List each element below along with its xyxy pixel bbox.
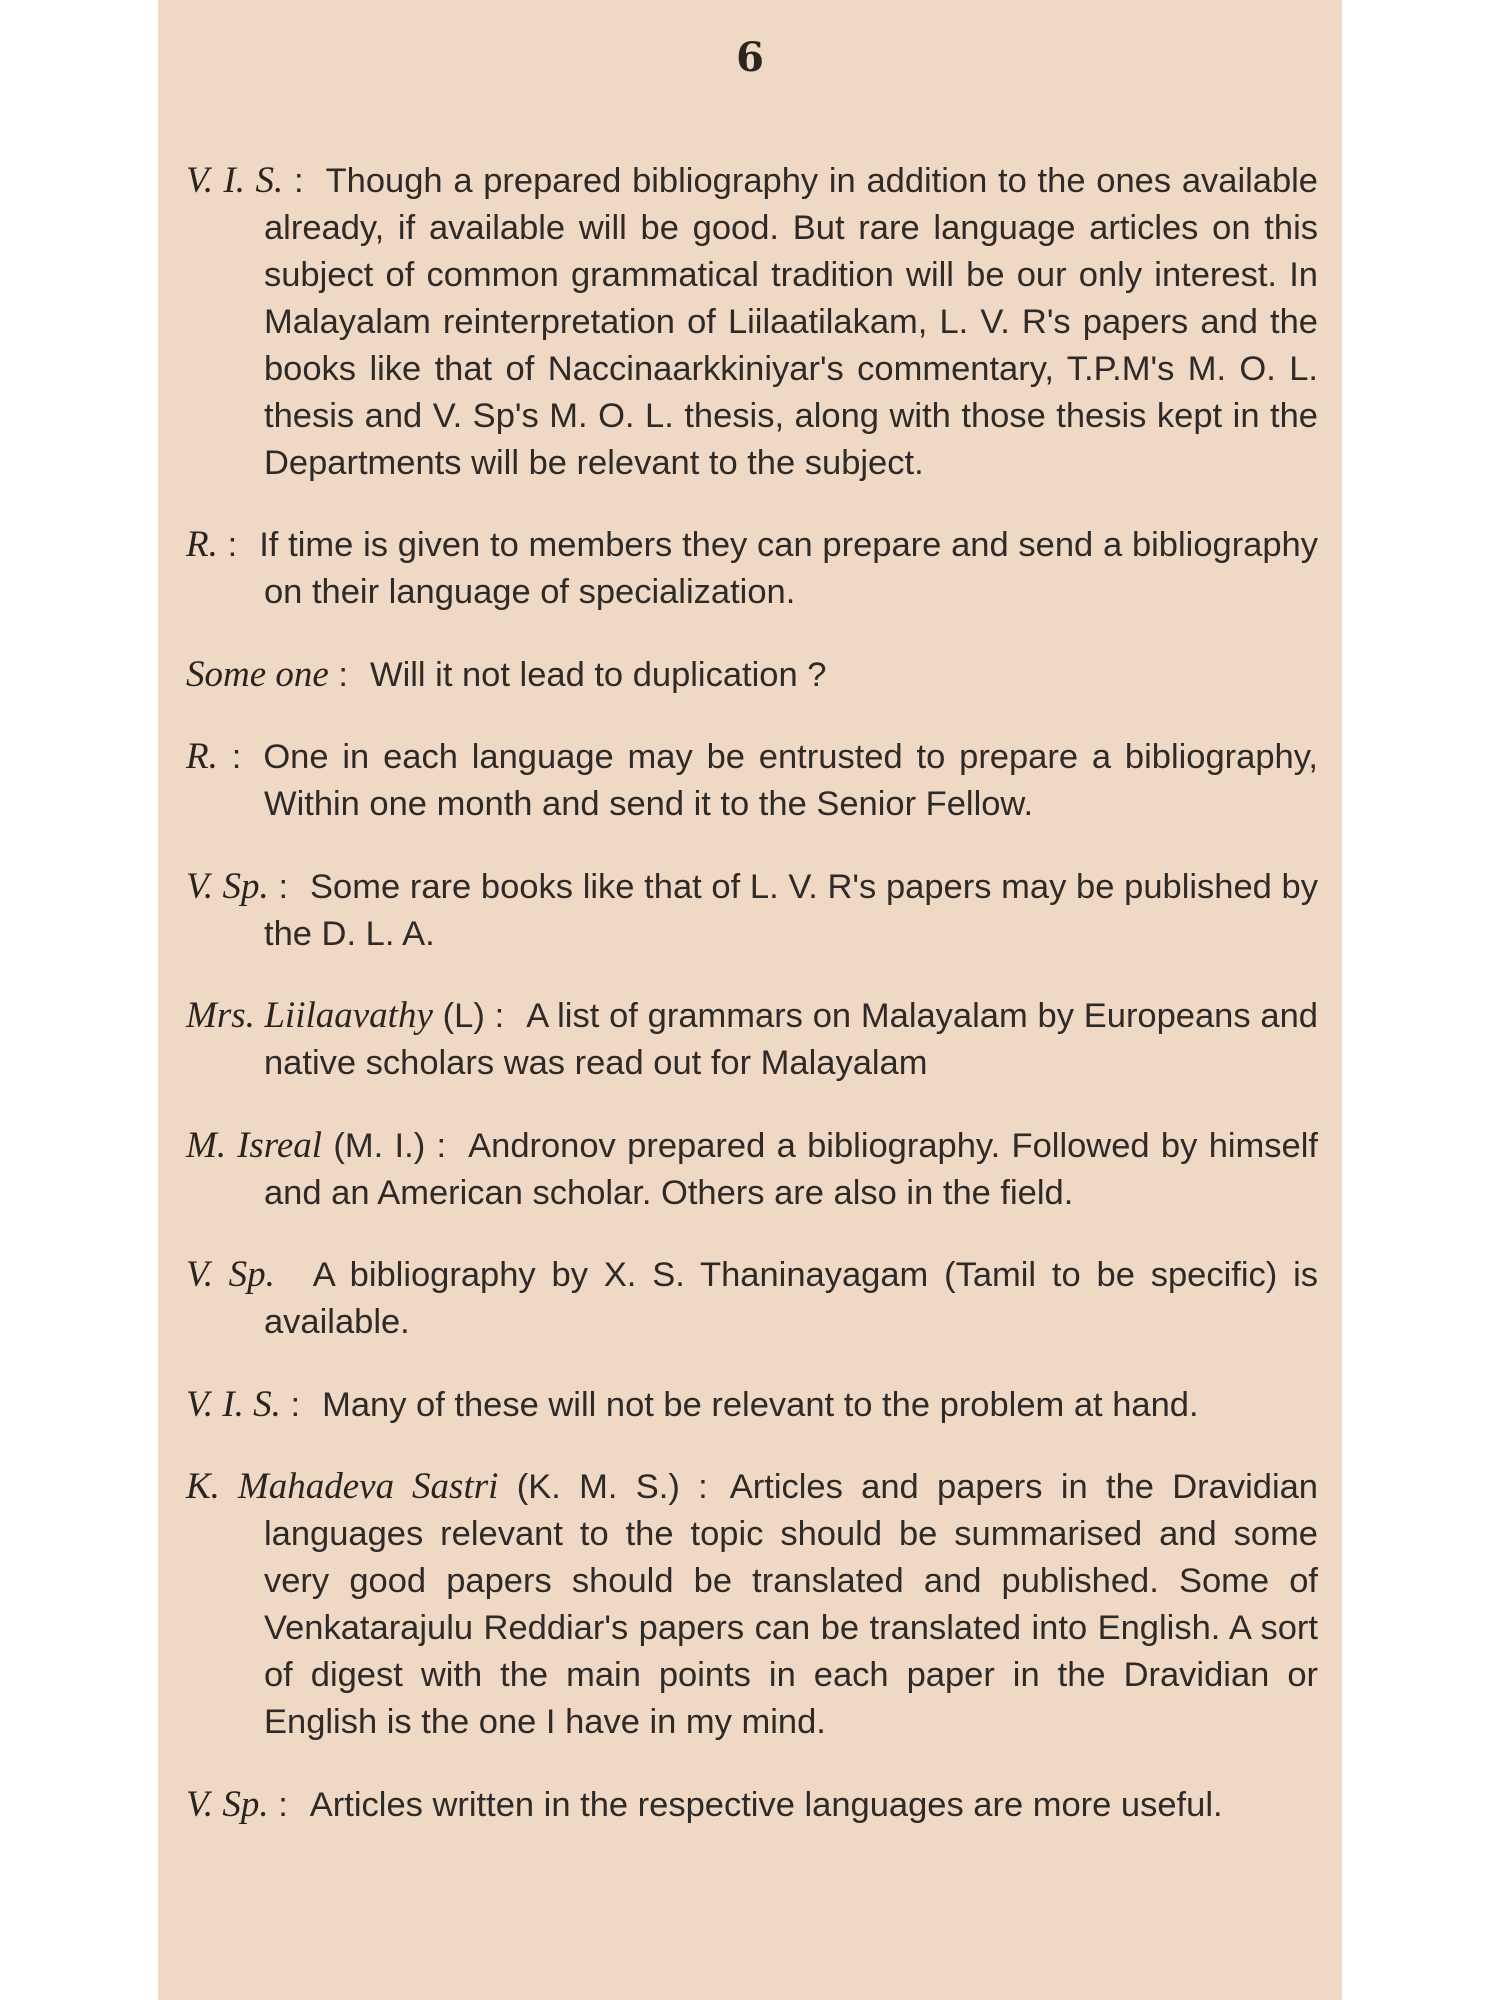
entry-text: A list of grammars on Malayalam by Europeans and native scholars was read out for Malayalam [264, 997, 1318, 1082]
speaker-name: V. Sp. [186, 1254, 275, 1295]
entry-text: Articles written in the respective languages are more useful. [309, 1785, 1223, 1824]
entry-text: Articles and papers in the Dravidian languages relevant to the topic should be summarised and some very good papers should be translated and published. Some of Venkatarajulu Reddiar's papers can be translated into English. A sort of digest with the main points in each paper in the Dravidian or English is the one I have in my mind. [264, 1468, 1318, 1741]
entry-text: Though a prepared bibliography in addition to the ones available already, if available will be good. But rare language articles on this subject of common grammatical tradition will be our only interest. In Malayalam reinterpretation of Liilaatilakam, L. V. R's papers and the books like that of Naccinaarkkiniyar's commentary, T.P.M's M. O. L. thesis and V. Sp's M. O. L. thesis, along with those thesis kept in the Departments will be relevant to the subject. [264, 161, 1318, 482]
speaker-abbr: (M. I.) [333, 1126, 426, 1165]
speaker-separator: : [436, 1126, 447, 1165]
speaker-name: Mrs. Liilaavathy [186, 995, 433, 1036]
speaker-name: R. [186, 524, 218, 565]
speaker-name: V. I. S. [186, 159, 284, 201]
speaker-name: V. Sp. [186, 865, 269, 907]
entry-vsp-1 [186, 863, 1318, 958]
speaker-separator: : [698, 1468, 708, 1506]
speaker-separator: : [227, 526, 238, 564]
entry-vis-1 [186, 157, 1318, 487]
entry-text: Many of these will not be relevant to the problem at hand. [322, 1385, 1199, 1424]
entry-text: Will it not lead to duplication ? [370, 655, 827, 694]
entry-vsp-3 [186, 1781, 1318, 1829]
speaker-separator: : [338, 655, 349, 694]
entry-mahadeva-sastri [186, 1463, 1318, 1746]
speaker-abbr: (L) [442, 997, 485, 1035]
speaker-name: K. Mahadeva Sastri [186, 1466, 499, 1507]
speaker-separator: : [293, 161, 304, 200]
page-number: 6 [736, 34, 764, 81]
entry-isreal [186, 1122, 1318, 1217]
entry-r-1 [186, 521, 1318, 616]
entry-text: One in each language may be entrusted to prepare a bibliography, Within one month and send it to the Senior Fellow. [263, 738, 1318, 823]
speaker-name: M. Isreal [186, 1124, 323, 1166]
entry-vsp-2 [186, 1251, 1318, 1346]
speaker-separator: : [278, 1785, 288, 1824]
entry-some-one [186, 651, 1318, 699]
discussion-entries [186, 122, 1318, 1842]
speaker-separator: : [290, 1385, 301, 1424]
speaker-name: R. [186, 736, 218, 777]
entry-r-2 [186, 733, 1318, 828]
entry-vis-2 [186, 1381, 1318, 1429]
speaker-separator: : [231, 738, 242, 776]
speaker-separator: : [494, 997, 505, 1035]
speaker-name: Some one [186, 653, 329, 695]
entry-text: Andronov prepared a bibliography. Followed by himself and an American scholar. Others are also in the field. [264, 1126, 1318, 1212]
entry-liilaavathy [186, 992, 1318, 1087]
document-page [158, 0, 1342, 2000]
speaker-name: V. I. S. [186, 1383, 281, 1425]
speaker-name: V. Sp. [186, 1783, 269, 1825]
entry-text: A bibliography by X. S. Thaninayagam (Tamil to be specific) is available. [264, 1256, 1318, 1341]
speaker-abbr: (K. M. S.) [516, 1468, 680, 1506]
speaker-separator: : [278, 867, 289, 906]
entry-text: Some rare books like that of L. V. R's papers may be published by the D. L. A. [264, 867, 1318, 953]
entry-text: If time is given to members they can prepare and send a bibliography on their language of specialization. [259, 526, 1318, 611]
